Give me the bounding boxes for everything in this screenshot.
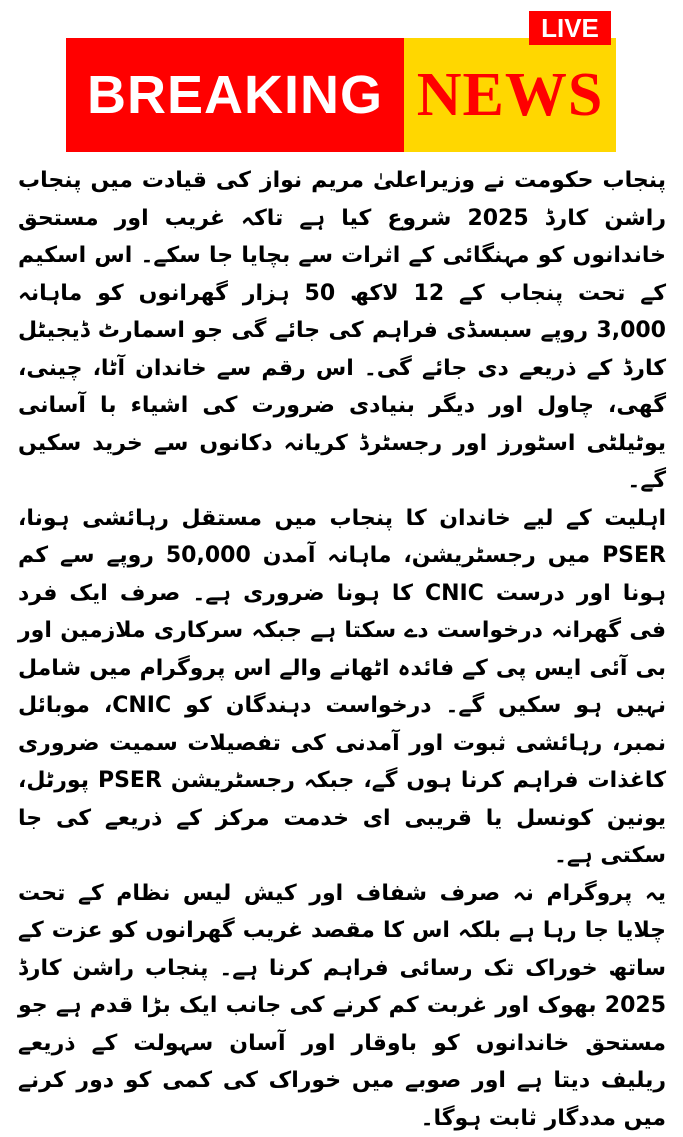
news-label: NEWS bbox=[417, 60, 604, 131]
live-badge bbox=[529, 11, 611, 45]
article-body bbox=[18, 162, 666, 1137]
article-paragraph: پنجاب حکومت نے وزیراعلیٰ مریم نواز کی قیادت میں پنجاب راشن کارڈ 2025 شروع کیا ہے تاکہ غریب اور مستحق خاندانوں کو مہنگائی کے اثرات سے بچایا جا سکے۔ اس اسکیم کے تحت پنجاب کے 12 لاکھ 50 ہزار گھرانوں کو ماہانہ 3,000 روپے سبسڈی فراہم کی جائے گی جو اسمارٹ ڈیجیٹل کارڈ کے ذریعے دی جائے گی۔ اس رقم سے خاندان آٹا، چینی، گھی، چاول اور دیگر بنیادی ضرورت کی اشیاء با آسانی یوٹیلٹی اسٹورز اور رجسٹرڈ کریانہ دکانوں سے خرید سکیں گے۔ bbox=[18, 162, 666, 500]
article-paragraph: یہ پروگرام نہ صرف شفاف اور کیش لیس نظام کے تحت چلایا جا رہا ہے بلکہ اس کا مقصد غریب گھرانوں کو عزت کے ساتھ خوراک تک رسائی فراہم کرنا ہے۔ پنجاب راشن کارڈ 2025 بھوک اور غربت کم کرنے کی جانب ایک بڑا قدم ہے جو مستحق خاندانوں کو باوقار اور آسان سہولت کے ذریعے ریلیف دیتا ہے اور صوبے میں خوراک کی کمی کو دور کرنے میں مددگار ثابت ہوگا۔ bbox=[18, 875, 666, 1137]
article-paragraph: اہلیت کے لیے خاندان کا پنجاب میں مستقل رہائشی ہونا، PSER میں رجسٹریشن، ماہانہ آمدن 50,000 روپے سے کم ہونا اور درست CNIC کا ہونا ضروری ہے۔ صرف ایک فرد فی گھرانہ درخواست دے سکتا ہے جبکہ سرکاری ملازمین اور بی آئی ایس پی کے فائدہ اٹھانے والے اس پروگرام میں شامل نہیں ہو سکیں گے۔ درخواست دہندگان کو CNIC، موبائل نمبر، رہائشی ثبوت اور آمدنی کی تفصیلات سمیت ضروری کاغذات فراہم کرنا ہوں گے، جبکہ رجسٹریشن PSER پورٹل، یونین کونسل یا قریبی ای خدمت مرکز کے ذریعے کی جا سکتی ہے۔ bbox=[18, 500, 666, 875]
live-label: LIVE bbox=[541, 13, 599, 44]
news-panel bbox=[404, 38, 616, 152]
breaking-panel bbox=[66, 38, 404, 152]
breaking-label: BREAKING bbox=[87, 64, 383, 126]
breaking-news-banner bbox=[66, 38, 616, 152]
